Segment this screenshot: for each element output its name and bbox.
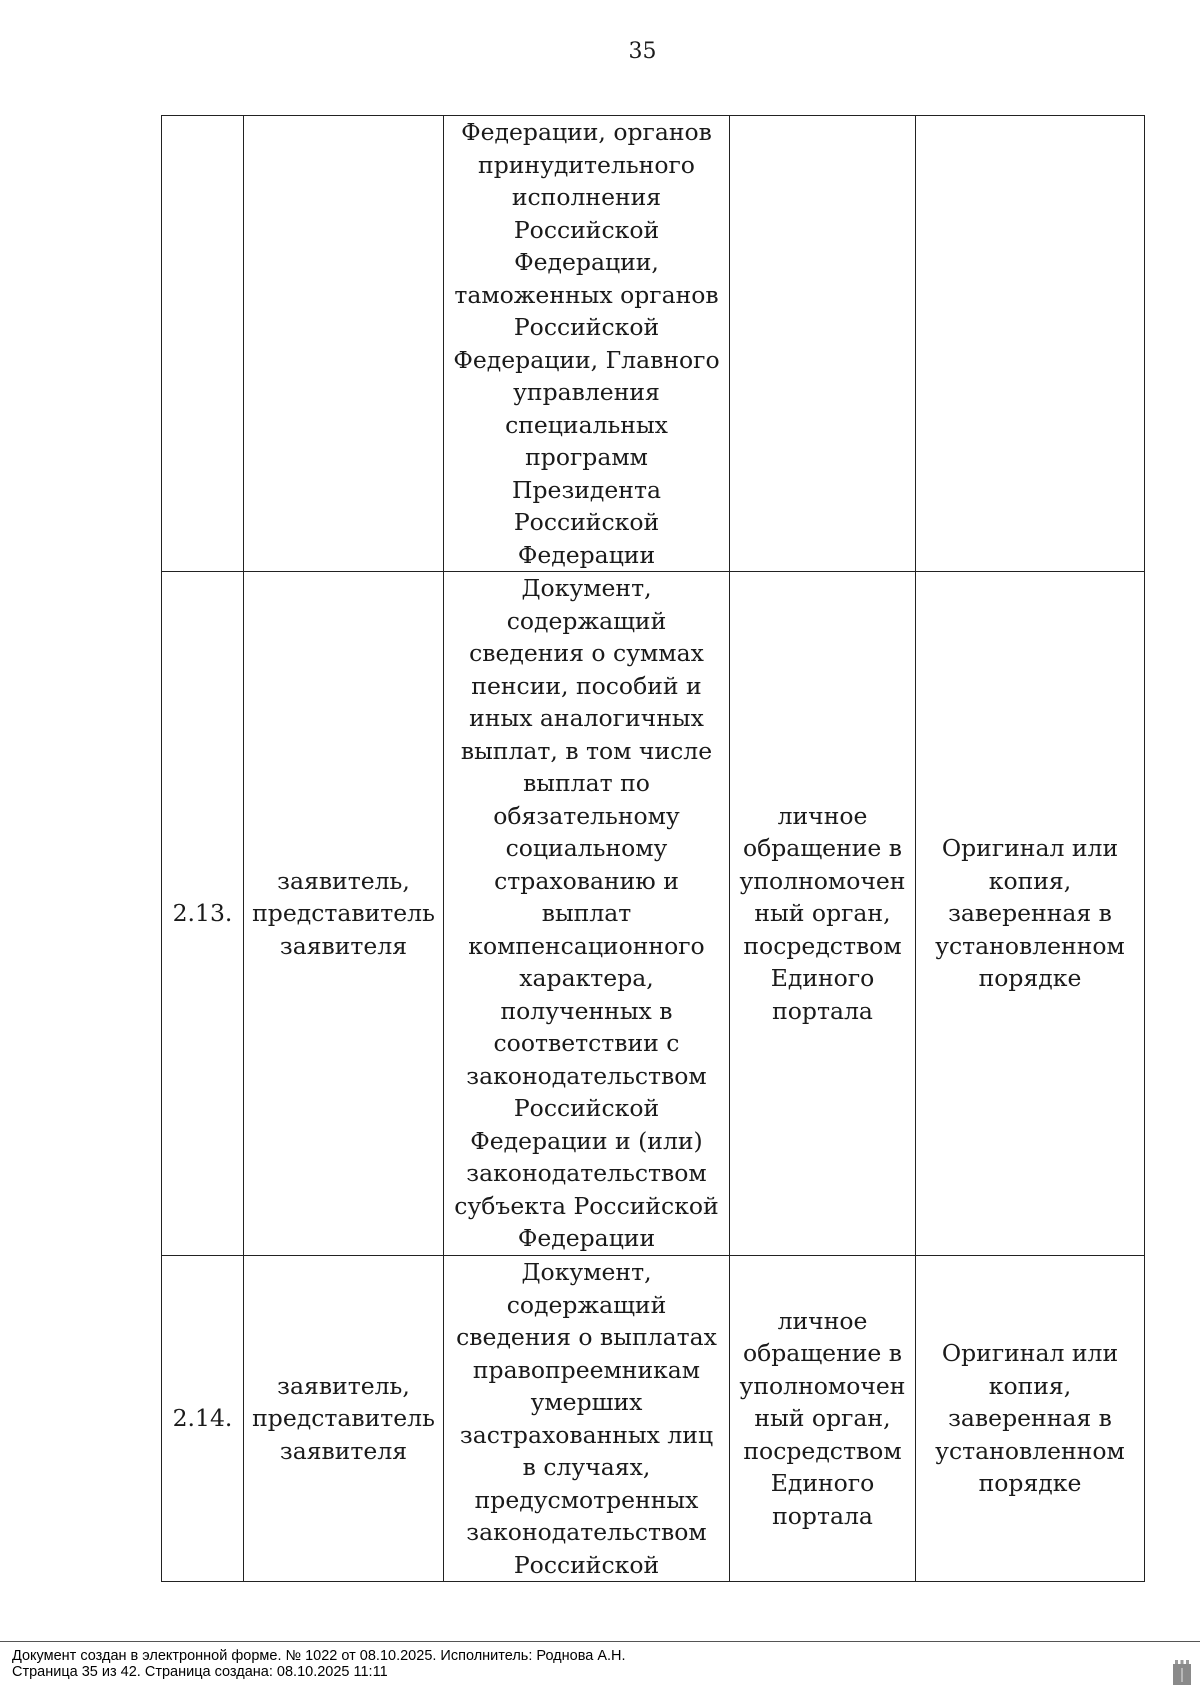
table-row xyxy=(162,116,1145,572)
cell-form: Оригинал или копия, заверенная в установленном порядке xyxy=(916,1256,1145,1582)
cell-document: Документ, содержащий сведения о суммах пенсии, пособий и иных аналогичных выплат, в том числе выплат по обязательному социальному страхованию и выплат компенсационного характера, полученных в соответствии с законодательством Российской Федерации и (или) законодательством субъекта Российской Федерации xyxy=(444,572,730,1256)
cell-document: Федерации, органов принудительного исполнения Российской Федерации, таможенных органов Российской Федерации, Главного управления специальных программ Президента Российской Федерации xyxy=(444,116,730,572)
cell-number xyxy=(162,116,244,572)
footer-line-2: Страница 35 из 42. Страница создана: 08.10.2025 11:11 xyxy=(12,1664,388,1680)
footer-line-1: Документ создан в электронной форме. № 1022 от 08.10.2025. Исполнитель: Роднова А.Н. xyxy=(12,1648,626,1664)
footer-divider xyxy=(0,1641,1200,1642)
requirements-table xyxy=(161,115,1145,1582)
cell-method: личное обращение в уполномочен ный орган, посредством Единого портала xyxy=(730,1256,916,1582)
cell-method: личное обращение в уполномочен ный орган, посредством Единого портала xyxy=(730,572,916,1256)
document-footer xyxy=(12,1648,626,1680)
page-number: 35 xyxy=(628,39,657,64)
cell-form: Оригинал или копия, заверенная в установленном порядке xyxy=(916,572,1145,1256)
table-row xyxy=(162,1256,1145,1582)
cell-method xyxy=(730,116,916,572)
cell-applicant: заявитель, представитель заявителя xyxy=(244,1256,444,1582)
cell-document: Документ, содержащий сведения о выплатах правопреемникам умерших застрахованных лиц в случаях, предусмотренных законодательством Российской xyxy=(444,1256,730,1582)
table-row xyxy=(162,572,1145,1256)
cell-applicant xyxy=(244,116,444,572)
emblem-icon xyxy=(1172,1660,1192,1686)
cell-applicant: заявитель, представитель заявителя xyxy=(244,572,444,1256)
cell-number: 2.14. xyxy=(162,1256,244,1582)
cell-number: 2.13. xyxy=(162,572,244,1256)
cell-form xyxy=(916,116,1145,572)
